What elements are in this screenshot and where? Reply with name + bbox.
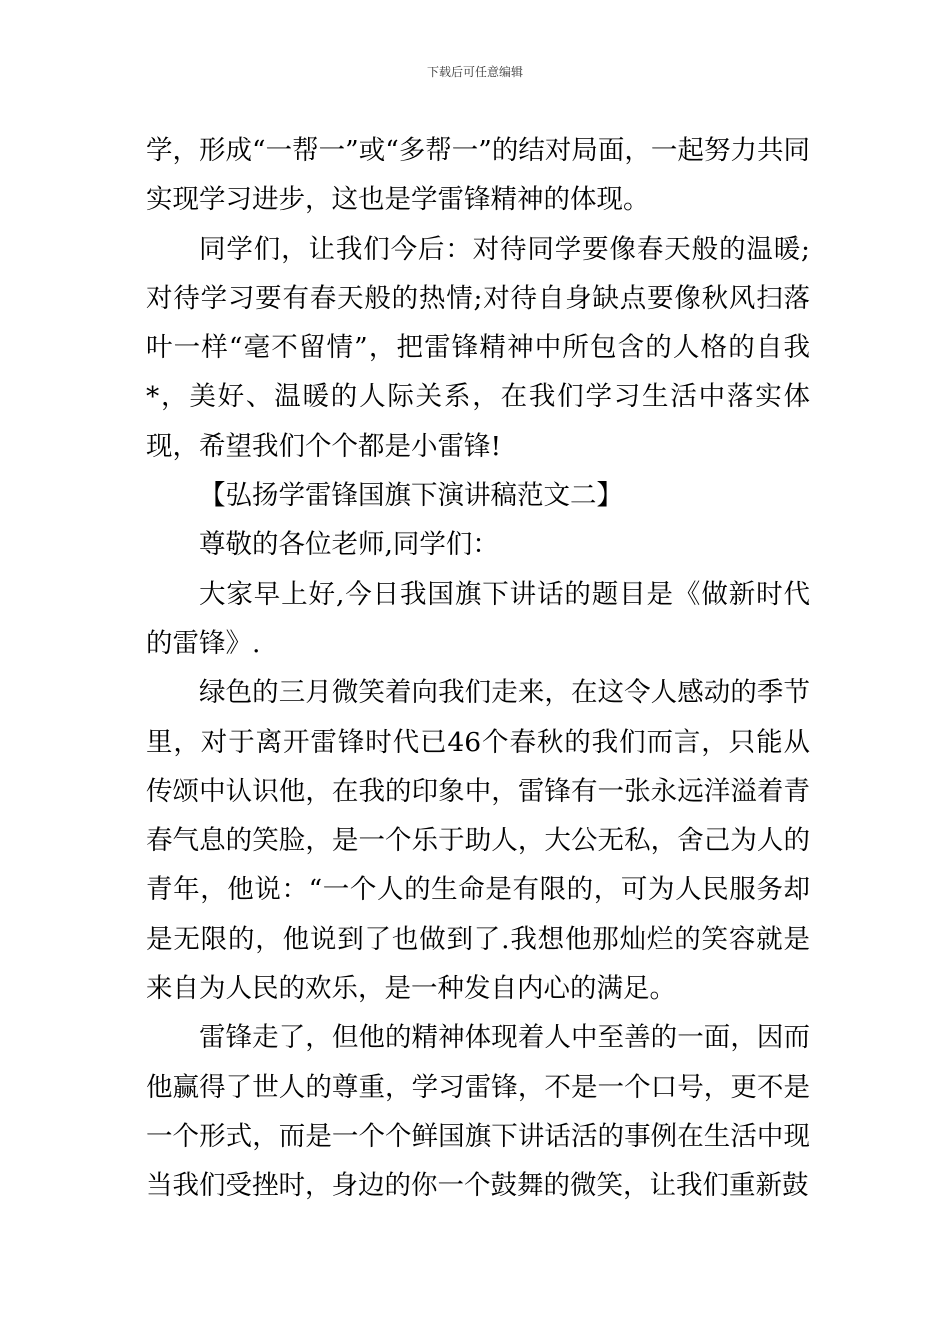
page-header: 下载后可任意编辑 [426,65,523,79]
paragraph: 雷锋走了，但他的精神体现着人中至善的一面，因而他赢得了世人的尊重，学习雷锋，不是一个口号，更不是一个形式，而是一个个鲜国旗下讲话活的事例在生活中现当我们受挫时，身边的你一个鼓舞的微笑，让我们重新鼓 [146,1022,810,1202]
paragraph: 大家早上好,今日我国旗下讲话的题目是《做新时代的雷锋》. [146,578,810,659]
section-heading: 【弘扬学雷锋国旗下演讲稿范文二】 [199,480,623,512]
paragraph: 学，形成“一帮一”或“多帮一”的结对局面，一起努力共同实现学习进步，这也是学雷锋精神的体现。 [146,135,810,216]
document-body [146,126,810,1211]
paragraph: 绿色的三月微笑着向我们走来，在这令人感动的季节里，对于离开雷锋时代已46个春秋的我们而言，只能从传颂中认识他，在我的印象中，雷锋有一张永远洋溢着青春气息的笑脸，是一个乐于助人，大公无私，舍己为人的青年，他说：“一个人的生命是有限的，可为人民服务却是无限的，他说到了也做到了.我想他那灿烂的笑容就是来自为人民的欢乐，是一种发自内心的满足。 [146,677,810,1005]
paragraph: 同学们，让我们今后：对待同学要像春天般的温暖;对待学习要有春天般的热情;对待自身缺点要像秋风扫落叶一样“毫不留情”，把雷锋精神中所包含的人格的自我*，美好、温暖的人际关系，在我们学习生活中落实体现，希望我们个个都是小雷锋! [146,233,810,462]
salutation: 尊敬的各位老师,同学们： [199,529,499,561]
